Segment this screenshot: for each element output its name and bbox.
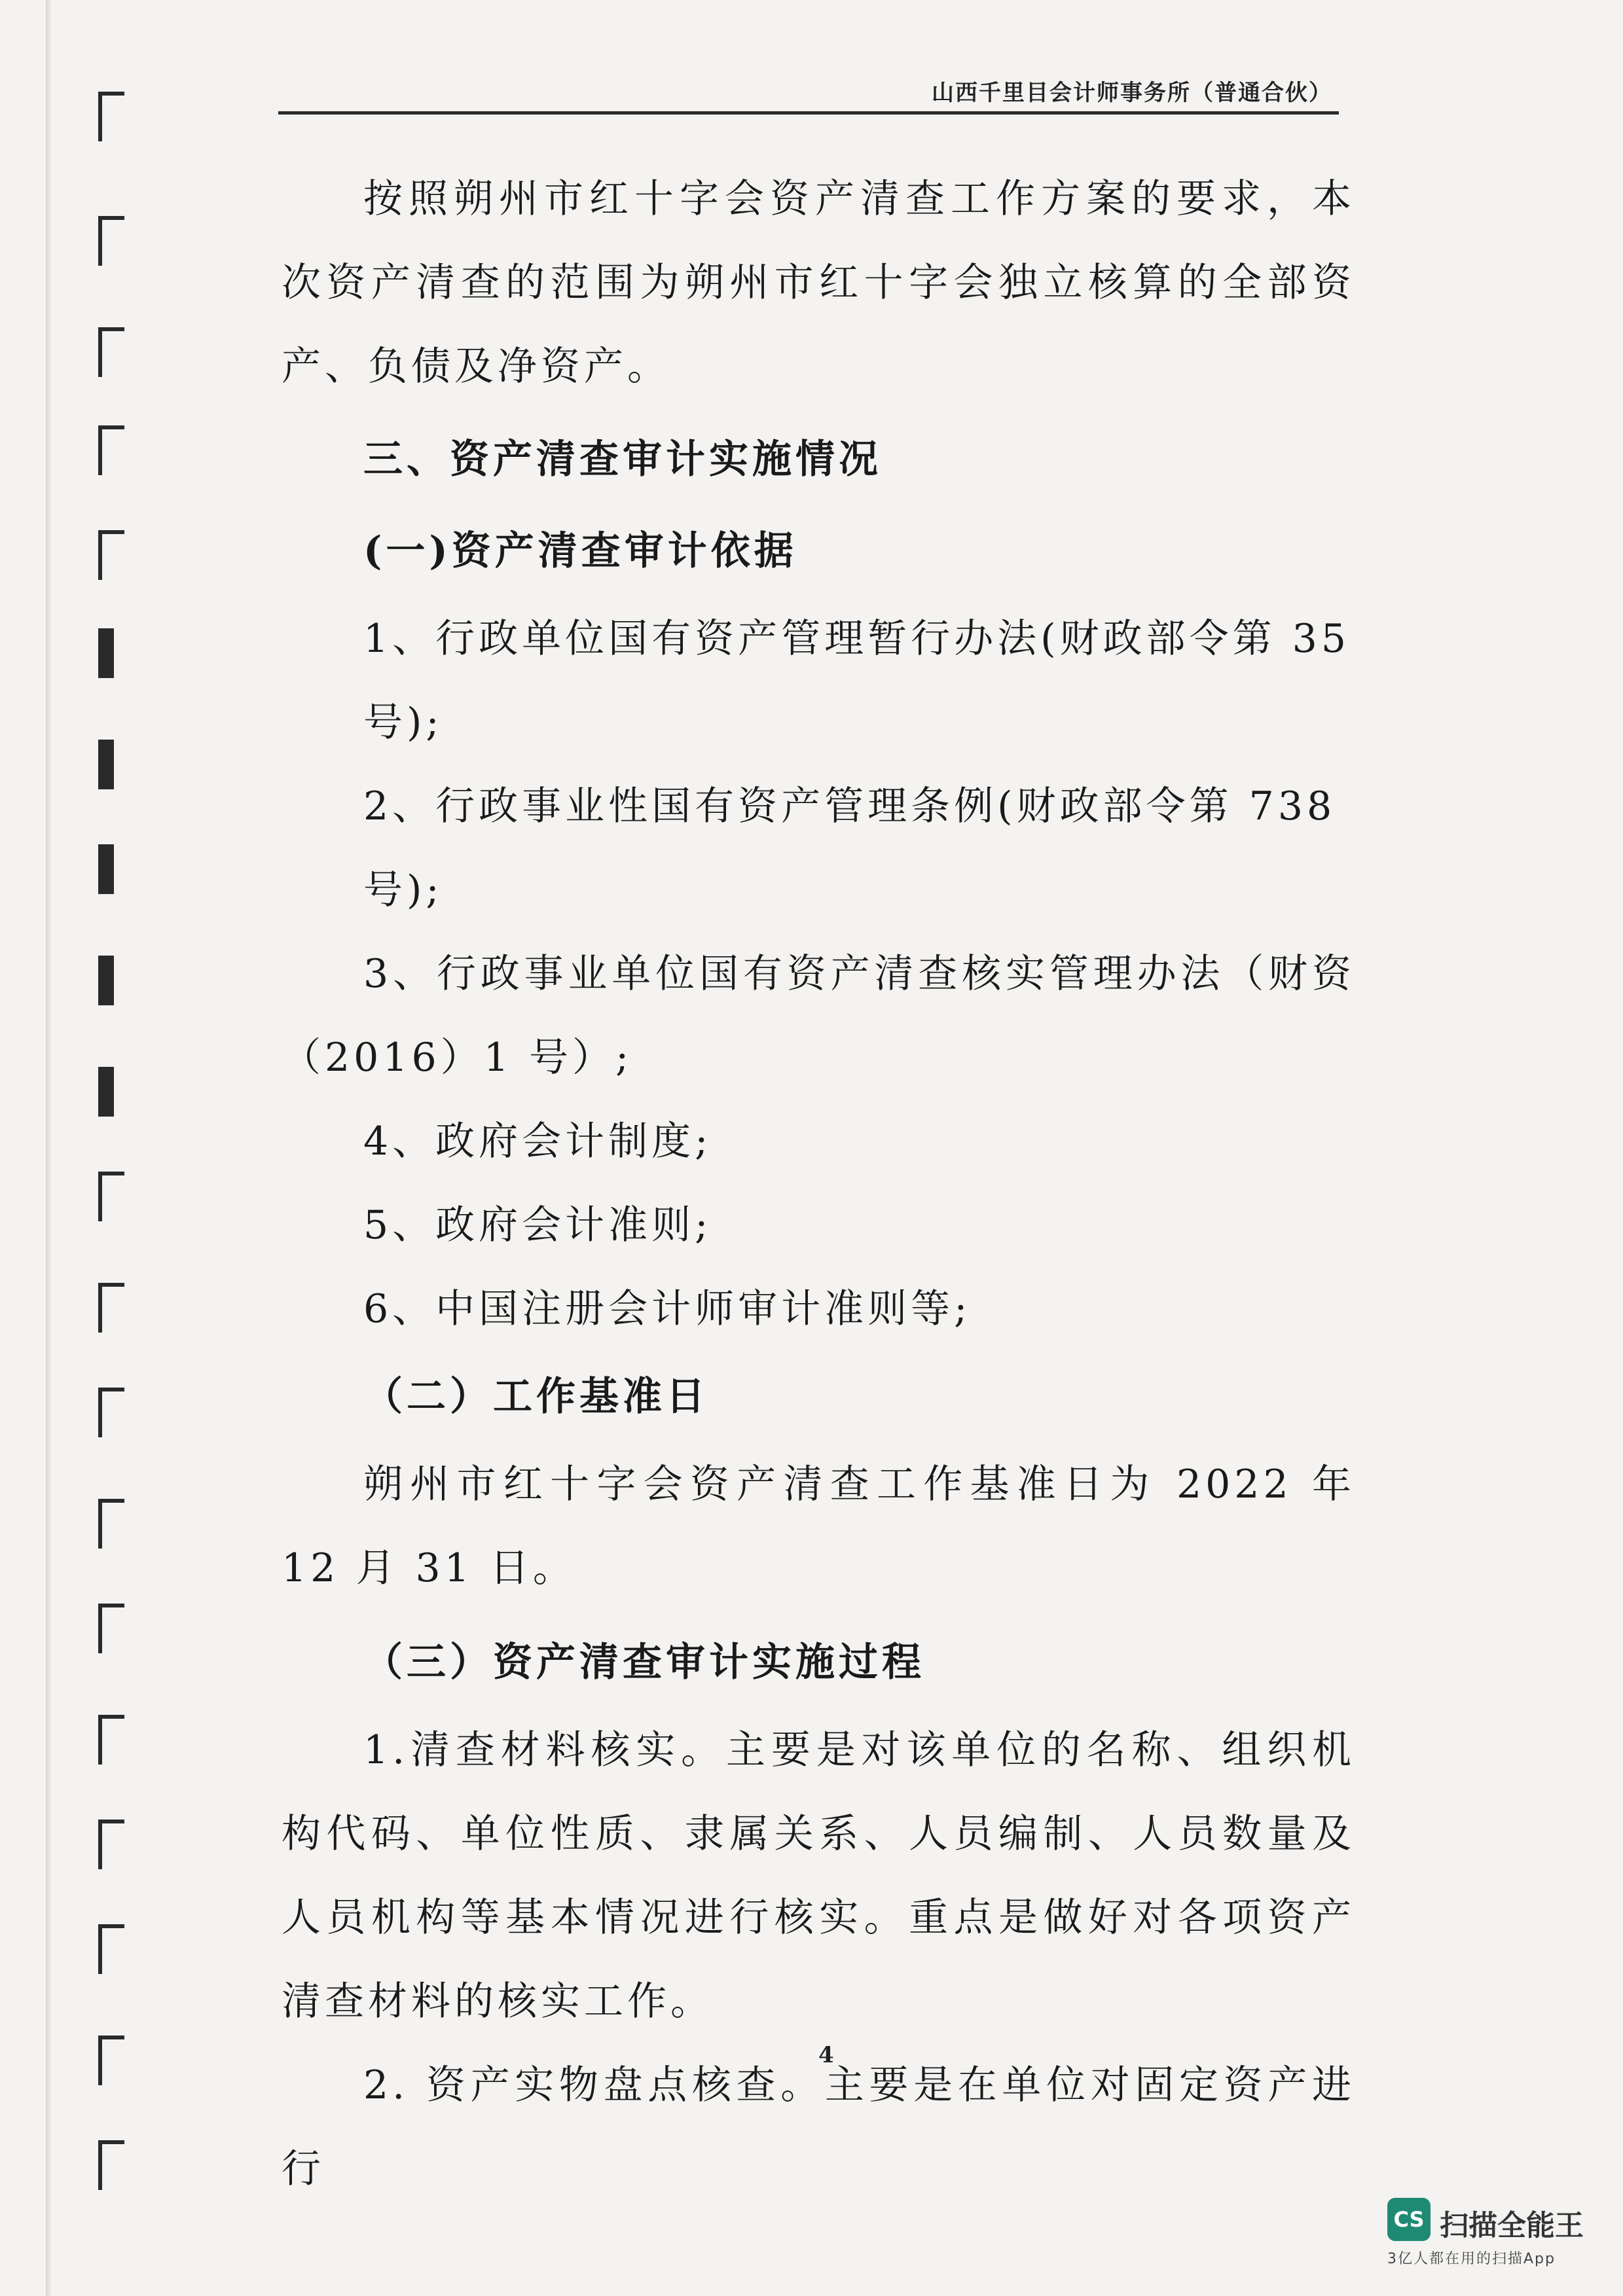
- binding-mark: [98, 1924, 124, 1974]
- binding-mark: [98, 1715, 124, 1765]
- list-item: 6、中国注册会计师审计准则等;: [363, 1286, 972, 1332]
- binding-mark: [98, 1172, 124, 1221]
- binding-mark: [98, 1499, 124, 1549]
- binding-mark: [98, 844, 114, 894]
- binding-mark: [98, 216, 124, 266]
- binding-mark: [98, 956, 114, 1005]
- page-header: [278, 72, 1339, 115]
- binding-mark: [98, 1067, 114, 1117]
- subsection-2-title: （二）工作基准日: [363, 1374, 709, 1420]
- list-item: 3、行政事业单位国有资产清查核实管理办法（财资（2016）1 号）;: [282, 951, 1355, 1081]
- binding-mark: [98, 1604, 124, 1653]
- list-item: 4、政府会计制度;: [363, 1119, 712, 1164]
- watermark-name: 扫描全能王: [1440, 2209, 1584, 2242]
- firm-name: 山西千里目会计师事务所（普通合伙）: [932, 80, 1332, 106]
- binding-mark: [98, 2140, 124, 2190]
- subsection-1-title: (一)资产清查审计依据: [363, 528, 797, 574]
- section-3-title: 三、资产清查审计实施情况: [363, 437, 882, 482]
- binding-mark: [98, 740, 114, 789]
- camscanner-logo-icon: CS: [1387, 2198, 1431, 2241]
- binding-mark: [98, 628, 114, 678]
- binding-mark: [98, 425, 124, 475]
- document-body: [282, 157, 1355, 2211]
- watermark-tagline: 3亿人都在用的扫描App: [1387, 2251, 1556, 2267]
- binding-edge: [46, 0, 51, 2296]
- binding-mark: [98, 530, 124, 580]
- scanner-watermark: [1387, 2198, 1597, 2270]
- binding-mark: [98, 92, 124, 141]
- intro-paragraph: 按照朔州市红十字会资产清查工作方案的要求，本次资产清查的范围为朔州市红十字会独立核算的全部资产、负债及净资产。: [282, 176, 1355, 389]
- list-item: 5、政府会计准则;: [363, 1202, 712, 1248]
- subsection-3-title: （三）资产清查审计实施过程: [363, 1640, 925, 1685]
- page-number: 4: [818, 2042, 834, 2068]
- binding-mark: [98, 2036, 124, 2085]
- binding-mark: [98, 327, 124, 377]
- process-paragraph-2: 2. 资产实物盘点核查。主要是在单位对固定资产进行: [282, 2062, 1355, 2192]
- binding-mark: [98, 1283, 124, 1333]
- basis-list: [282, 597, 1355, 1351]
- process-paragraph-1: 1.清查材料核实。主要是对该单位的名称、组织机构代码、单位性质、隶属关系、人员编制、人员数量及人员机构等基本情况进行核实。重点是做好对各项资产清查材料的核实工作。: [282, 1727, 1355, 2024]
- list-item: 1、行政单位国有资产管理暂行办法(财政部令第 35 号);: [363, 616, 1351, 745]
- binding-mark: [98, 1820, 124, 1869]
- binding-mark: [98, 1388, 124, 1437]
- base-date-paragraph: 朔州市红十字会资产清查工作基准日为 2022 年 12 月 31 日。: [282, 1462, 1355, 1591]
- list-item: 2、行政事业性国有资产管理条例(财政部令第 738 号);: [363, 783, 1336, 913]
